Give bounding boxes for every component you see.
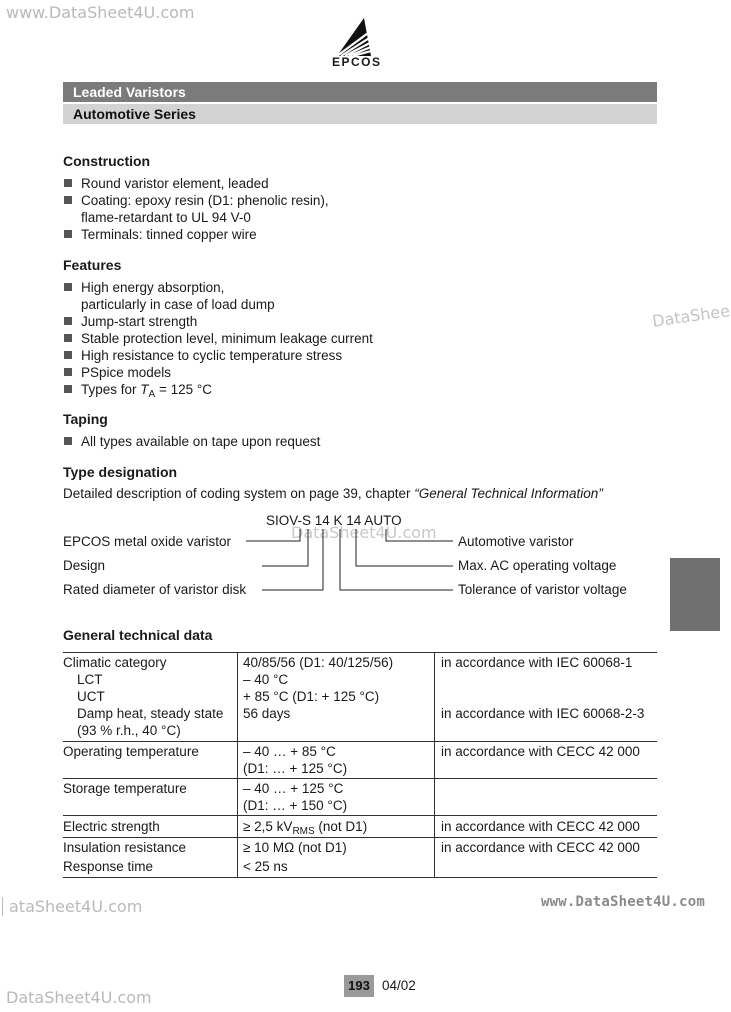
- table-row: [243, 743, 347, 777]
- table-rule: [63, 741, 657, 742]
- cell-value: 56 days: [243, 706, 291, 721]
- chapter-tab: [670, 558, 720, 631]
- cell-lct: LCT: [77, 672, 103, 687]
- epcos-logo-text: EPCOS: [332, 55, 382, 69]
- cell-response-time: Response time: [63, 859, 154, 874]
- cell-value: < 25 ns: [243, 859, 288, 874]
- list-item-text: All types available on tape upon request: [81, 434, 321, 449]
- list-item-text: Stable protection level, minimum leakage current: [81, 331, 373, 346]
- cell-damp-heat: Damp heat, steady state: [77, 706, 224, 721]
- list-item-text: A: [148, 389, 156, 400]
- cell-storage-temperature: Storage temperature: [63, 781, 187, 796]
- watermark-middle: DataSheet4U.com: [291, 523, 437, 542]
- list-item-text: High resistance to cyclic temperature stress: [81, 348, 343, 363]
- label-metal-oxide-varistor: EPCOS metal oxide varistor: [63, 534, 232, 549]
- table-rule: [63, 815, 657, 816]
- list-item-text: T: [140, 382, 149, 397]
- cell-value: (D1: … + 150 °C): [243, 798, 348, 813]
- list-item-text: particularly in case of load dump: [81, 297, 275, 312]
- features-heading: Features: [63, 257, 122, 273]
- watermark-right: DataShee: [651, 301, 731, 331]
- table-row: [243, 780, 347, 814]
- type-designation-description: Detailed description of coding system on page 39, chapter “General Technical Information”: [63, 486, 603, 501]
- connector-design: [262, 529, 308, 566]
- cell-standard: in accordance with IEC 60068-2-3: [441, 706, 645, 721]
- list-item-text: Round varistor element, leaded: [81, 176, 269, 191]
- cell-insulation-resistance: Insulation resistance: [63, 840, 187, 855]
- table-column-divider: [237, 652, 238, 877]
- cell-value: – 40 … + 85 °C: [243, 744, 336, 759]
- watermark-bottom-right: www.DataSheet4U.com: [541, 894, 705, 910]
- cell-standard: in accordance with CECC 42 000: [441, 840, 640, 855]
- cell-value: – 40 … + 125 °C: [243, 781, 344, 796]
- cell-value: 40/85/56 (D1: 40/125/56): [243, 655, 394, 670]
- watermark-bottom-left-2: DataSheet4U.com: [6, 988, 152, 1007]
- cell-damp-heat-conditions: (93 % r.h., 40 °C): [77, 723, 181, 738]
- connector-diameter: [262, 529, 323, 590]
- list-item-text: Jump-start strength: [81, 314, 198, 329]
- table-row: [243, 654, 393, 722]
- table-row: [63, 654, 223, 739]
- list-item-text: High energy absorption,: [81, 280, 225, 295]
- connector-auto: [386, 529, 453, 541]
- page-number: 193: [344, 975, 374, 997]
- table-rule-top: [63, 652, 657, 653]
- label-automotive-varistor: Automotive varistor: [458, 534, 574, 549]
- cell-value: + 85 °C (D1: + 125 °C): [243, 689, 380, 704]
- cell-standard: in accordance with CECC 42 000: [441, 819, 640, 834]
- list-item-text: Coating: epoxy resin (D1: phenolic resin),: [81, 193, 329, 208]
- connector-voltage: [356, 529, 453, 566]
- label-tolerance: Tolerance of varistor voltage: [458, 582, 627, 597]
- cell-value: ≥ 10 MΩ (not D1): [243, 840, 347, 855]
- list-item-text: Types for: [81, 382, 141, 397]
- connector-series: [246, 529, 300, 541]
- taping-heading: Taping: [63, 411, 108, 427]
- cell-operating-temperature: Operating temperature: [63, 744, 199, 759]
- list-item-text: Terminals: tinned copper wire: [81, 227, 257, 242]
- label-rated-diameter: Rated diameter of varistor disk: [63, 582, 247, 597]
- list-item-text: = 125 °C: [155, 382, 213, 397]
- list-item-text: flame-retardant to UL 94 V-0: [81, 210, 251, 225]
- cell-standard: in accordance with IEC 60068-1: [441, 655, 633, 670]
- table-rule: [63, 778, 657, 779]
- cell-value: – 40 °C: [243, 672, 289, 687]
- cell-value: ≥ 2,5 $kV_{RMS}$ (not D1): [243, 819, 368, 837]
- list-item-text: PSpice models: [81, 365, 172, 380]
- cell-uct: UCT: [77, 689, 105, 704]
- label-design: Design: [63, 558, 106, 573]
- table-row: [441, 654, 644, 722]
- type-code: SIOV-S 14 K 14 AUTO: [266, 513, 402, 528]
- cell-standard: in accordance with CECC 42 000: [441, 744, 640, 759]
- general-data-heading: General technical data: [63, 627, 213, 643]
- section-subtitle-bar: Automotive Series: [63, 104, 657, 124]
- table-column-divider: [434, 652, 435, 877]
- page-date: 04/02: [382, 978, 416, 993]
- type-designation-heading: Type designation: [63, 464, 178, 480]
- construction-heading: Construction: [63, 153, 151, 169]
- watermark-bottom-left-1: ataSheet4U.com: [2, 897, 142, 916]
- cell-electric-strength: Electric strength: [63, 819, 160, 834]
- cell-climatic-category: Climatic category: [63, 655, 167, 670]
- connector-tolerance: [340, 529, 453, 590]
- label-max-ac-voltage: Max. AC operating voltage: [458, 558, 617, 573]
- watermark-top-left: www.DataSheet4U.com: [6, 3, 195, 22]
- cell-value: (D1: … + 125 °C): [243, 761, 348, 776]
- section-title-bar: Leaded Varistors: [63, 82, 657, 102]
- table-rule-bottom: [63, 877, 657, 878]
